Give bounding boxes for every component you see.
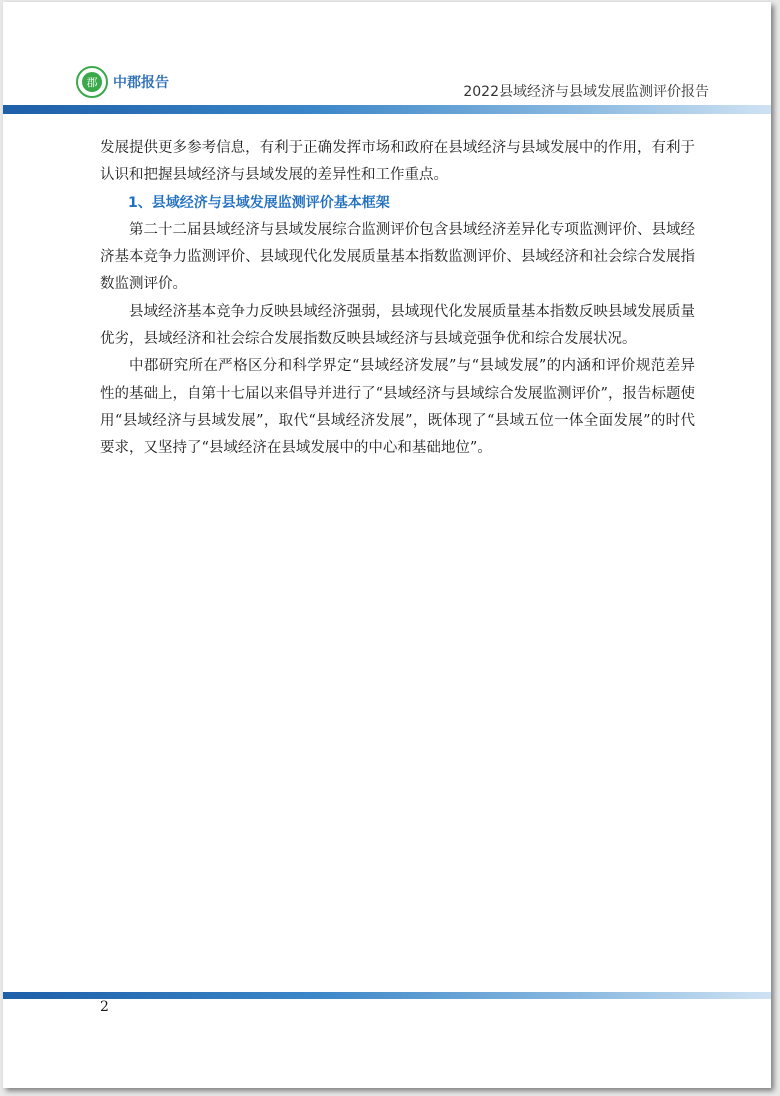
logo-emblem-char: 郡 (82, 72, 102, 92)
page-number: 2 (100, 999, 109, 1015)
paragraph: 中郡研究所在严格区分和科学界定“县域经济发展”与“县域发展”的内涵和评价规范差异性的基础上，自第十七届以来倡导并进行了“县域经济与县域综合发展监测评价”，报告标题使用“县域经济与县域发展”，取代“县域经济发展”，既体现了“县域五位一体全面发展”的时代要求，又坚持了“县域经济在县域发展中的中心和基础地位”。 (100, 358, 695, 457)
paragraph-continuation: 发展提供更多参考信息，有利于正确发挥市场和政府在县域经济与县域发展中的作用，有利于认识和把握县域经济与县域发展的差异性和工作重点。 (100, 140, 695, 184)
paragraph: 县域经济基本竞争力反映县域经济强弱，县域现代化发展质量基本指数反映县域发展质量优劣，县域经济和社会综合发展指数反映县域经济与县域竞强争优和综合发展状况。 (100, 303, 695, 348)
document-page (3, 2, 771, 1088)
paragraph: 第二十二届县域经济与县域发展综合监测评价包含县域经济差异化专项监测评价、县域经济基本竞争力监测评价、县域现代化发展质量基本指数监测评价、县域经济和社会综合发展指数监测评价。 (100, 221, 695, 293)
report-title: 2022县域经济与县域发展监测评价报告 (463, 84, 709, 100)
logo-emblem-icon (76, 66, 108, 98)
footer-divider (3, 992, 771, 999)
header-logo (76, 66, 169, 98)
header-divider (3, 105, 771, 114)
section-heading: 1、县域经济与县域发展监测评价基本框架 (128, 194, 390, 211)
logo-text: 中郡报告 (113, 75, 169, 91)
body-content (100, 135, 695, 463)
